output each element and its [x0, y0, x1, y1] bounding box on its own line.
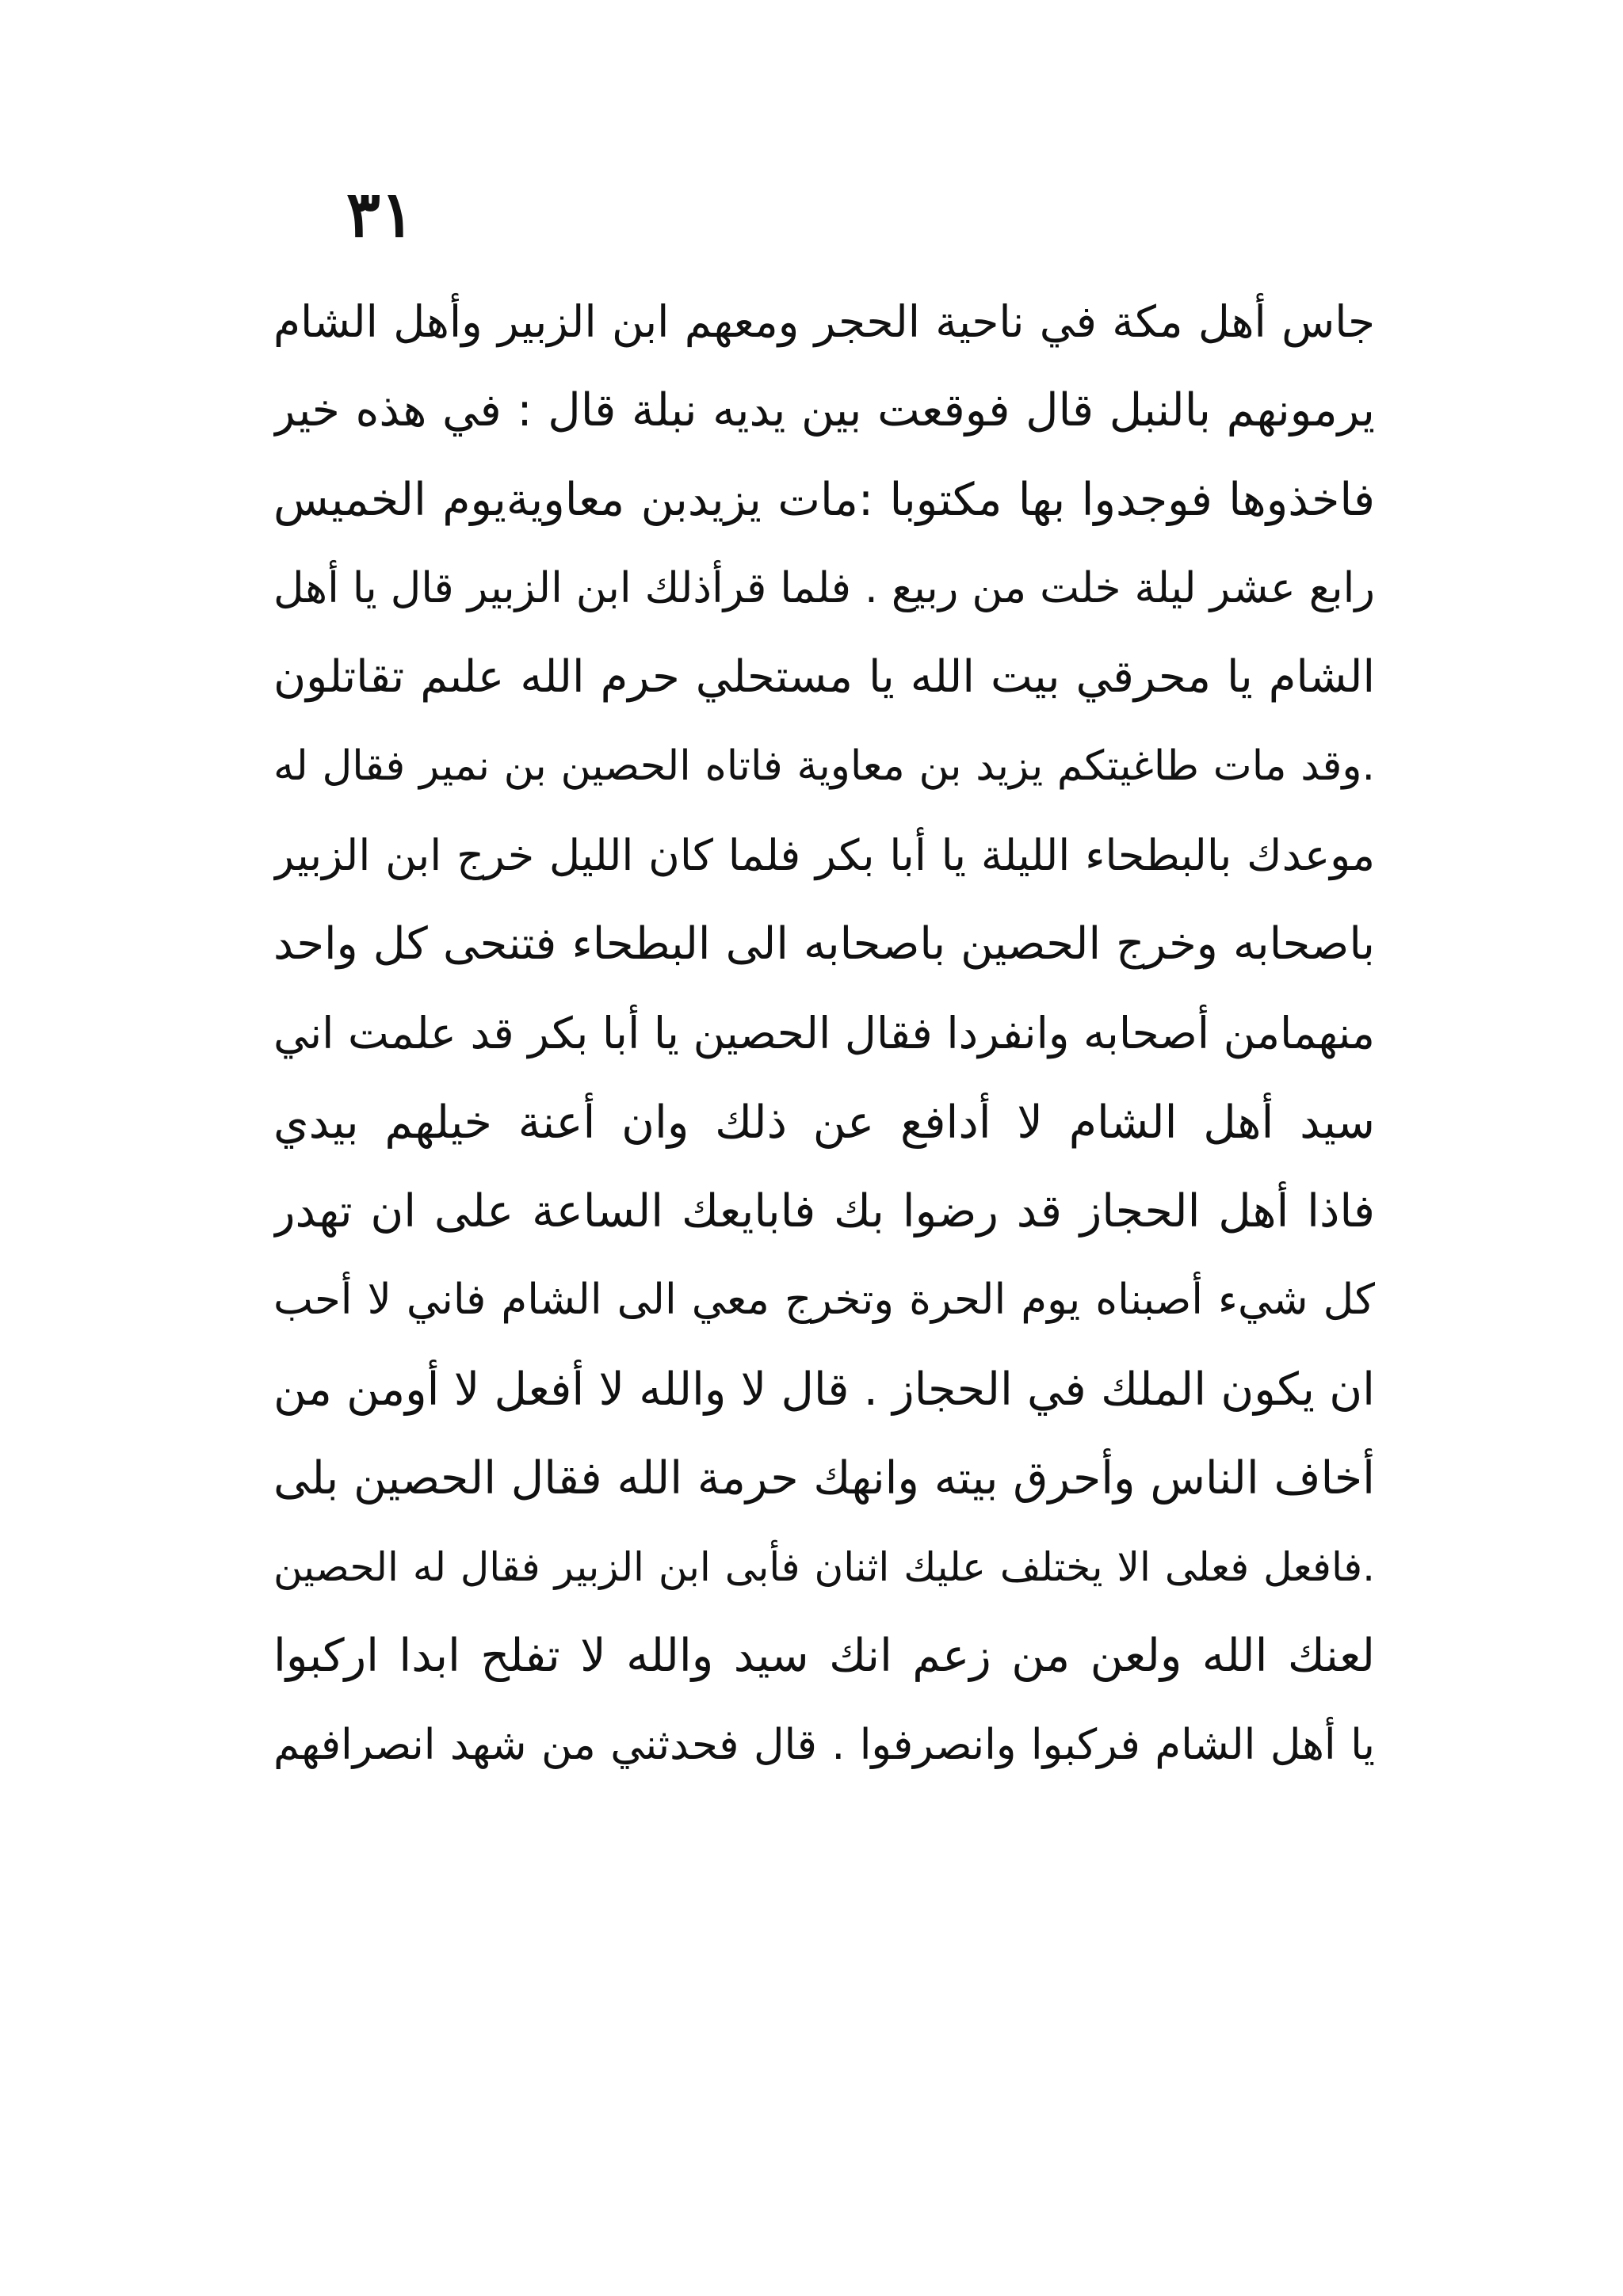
- text-line-12: كل شيء أصبناه يوم الحرة وتخرج معي الى الشام فاني لا أحب: [273, 1276, 1375, 1325]
- body-text: [273, 277, 1375, 1790]
- text-line-6: .وقد مات طاغيتكم يزيد بن معاوية فاتاه الحصين بن نمير فقال له: [273, 742, 1375, 791]
- text-line-9: منهمامن أصحابه وانفردا فقال الحصين يا أبا بكر قد علمت اني: [273, 1008, 1375, 1059]
- text-line-16: لعنك الله ولعن من زعم انك سيد والله لا تفلح ابدا اركبوا: [273, 1630, 1375, 1683]
- text-line-3: فاخذوها فوجدوا بها مكتوبا :مات يزيدبن معاويةيوم الخميس: [273, 473, 1375, 526]
- text-line-13: ان يكون الملك في الحجاز . قال لا والله لا أفعل لا أومن من: [273, 1363, 1375, 1416]
- text-line-4: رابع عشر ليلة خلت من ربيع . فلما قرأذلك ابن الزبير قال يا أهل: [273, 563, 1375, 612]
- page-number: ٣١: [346, 177, 414, 251]
- text-line-10: سيد أهل الشام لا أدافع عن ذلك وان أعنة خيلهم بيدي: [273, 1096, 1375, 1149]
- text-line-5: الشام يا محرقي بيت الله يا مستحلي حرم الله علىم تقاتلون: [273, 651, 1375, 704]
- text-line-7: موعدك بالبطحاء الليلة يا أبا بكر فلما كان الليل خرج ابن الزبير: [273, 830, 1375, 880]
- text-line-15: .فافعل فعلى الا يختلف عليك اثنان فأبى ابن الزبير فقال له الحصين: [273, 1544, 1375, 1591]
- text-line-1: جاس أهل مكة في ناحية الحجر ومعهم ابن الزبير وأهل الشام: [273, 296, 1375, 347]
- text-line-17: يا أهل الشام فركبوا وانصرفوا . قال فحدثني من شهد انصرافهم: [273, 1720, 1375, 1769]
- text-line-14: أخاف الناس وأحرق بيته وانهك حرمة الله فقال الحصين بلى: [273, 1451, 1375, 1505]
- text-line-2: يرمونهم بالنبل قال فوقعت بين يديه نبلة قال : في هذه خير: [273, 384, 1375, 437]
- text-line-11: فاذا أهل الحجاز قد رضوا بك فابايعك الساعة على ان تهدر: [273, 1184, 1375, 1238]
- text-line-8: باصحابه وخرج الحصين باصحابه الى البطحاء فتنحى كل واحد: [273, 918, 1375, 971]
